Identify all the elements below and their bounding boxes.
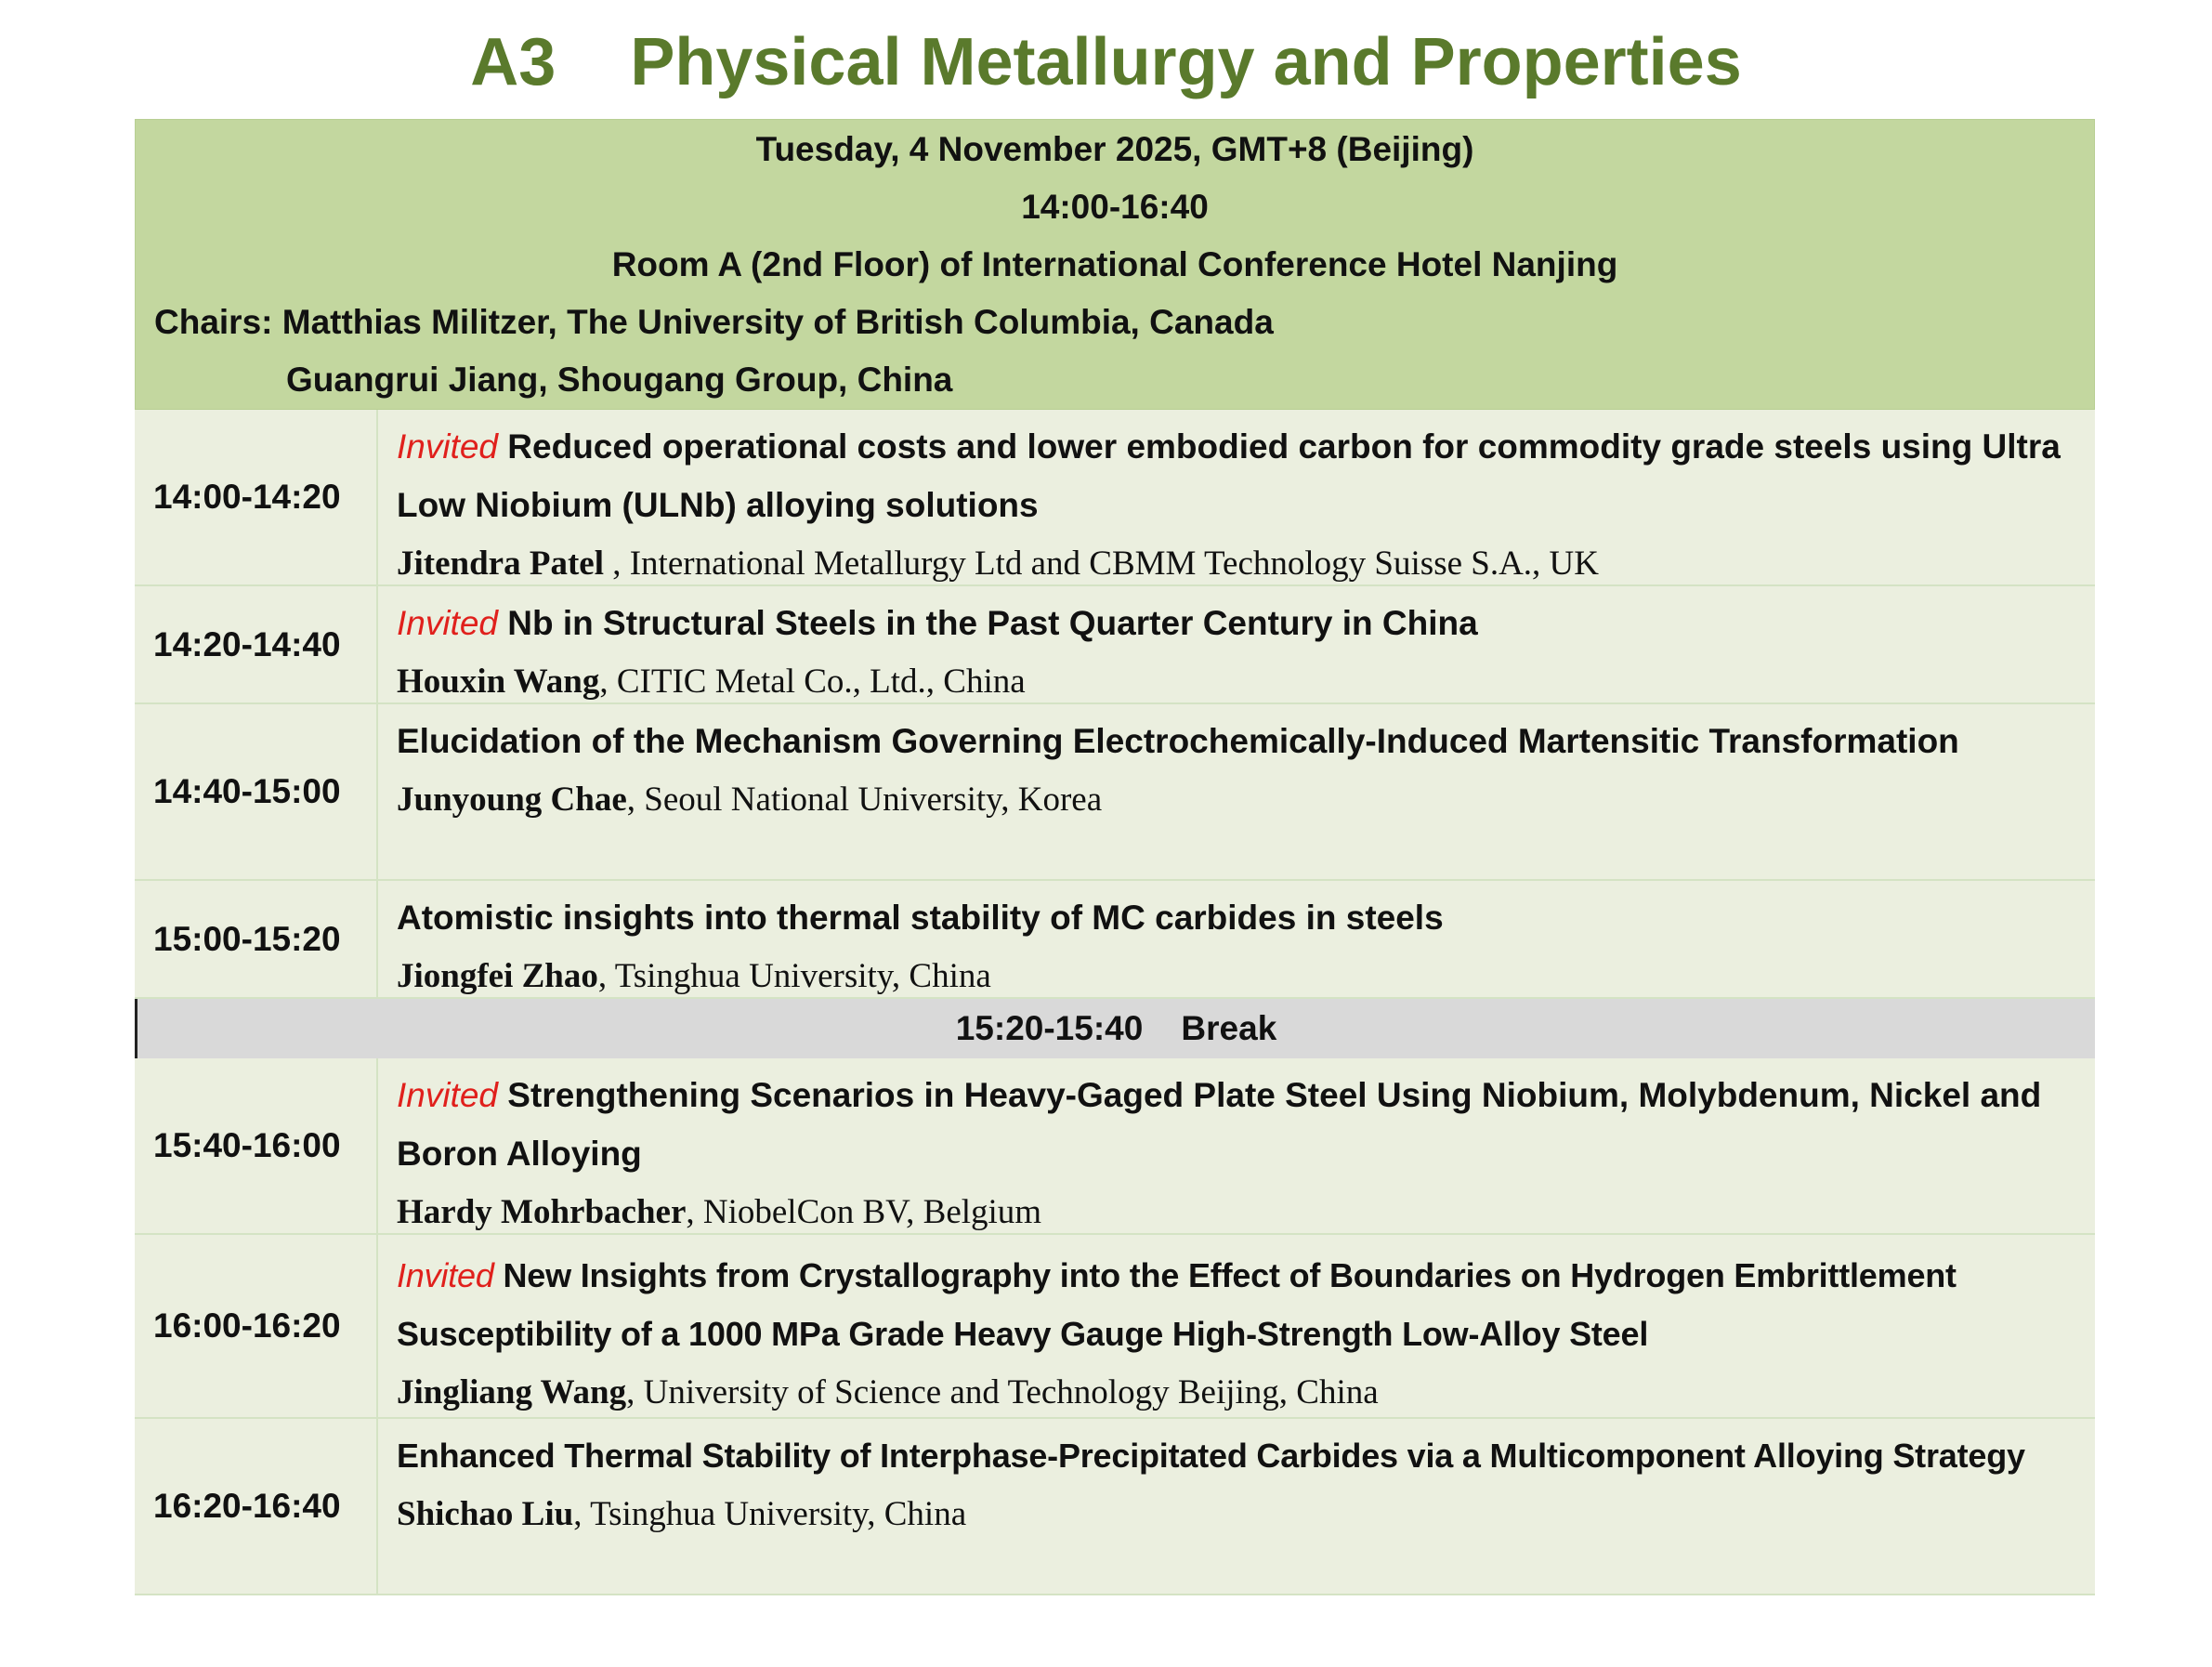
session-code: A3	[470, 25, 556, 99]
session-date: Tuesday, 4 November 2025, GMT+8 (Beijing)	[755, 130, 1474, 168]
talk-time: 16:20-16:40	[135, 1419, 378, 1594]
session-title: Physical Metallurgy and Properties	[630, 25, 1742, 99]
talk-content	[378, 586, 2095, 702]
invited-tag: Invited	[397, 427, 499, 466]
speaker-name: Shichao Liu	[397, 1495, 574, 1533]
talk-title: Invited New Insights from Crystallography into the Effect of Boundaries on Hydrogen Embrittlement Susceptibility of a 1000 MPa Grade Heavy Gauge High-Strength Low-Alloy Steel	[397, 1256, 1957, 1353]
speaker-affiliation: , Tsinghua University, China	[597, 957, 991, 995]
talk-row	[135, 1419, 2095, 1595]
talk-row	[135, 410, 2095, 586]
talk-content	[378, 704, 2095, 879]
speaker-line	[397, 1183, 2078, 1241]
invited-tag: Invited	[397, 1076, 499, 1114]
talk-time: 14:20-14:40	[135, 586, 378, 702]
invited-tag: Invited	[397, 1256, 494, 1294]
talk-title: Enhanced Thermal Stability of Interphase-Precipitated Carbides via a Multicomponent Alloying Strategy	[397, 1437, 2025, 1475]
speaker-affiliation: , University of Science and Technology Beijing, China	[626, 1373, 1379, 1411]
talk-content	[378, 1235, 2095, 1417]
talk-row	[135, 586, 2095, 704]
talk-title: Elucidation of the Mechanism Governing Electrochemically-Induced Martensitic Transformation	[397, 722, 1959, 760]
speaker-affiliation: , Seoul National University, Korea	[626, 781, 1103, 819]
talk-time: 14:40-15:00	[135, 704, 378, 879]
speaker-line	[397, 1363, 2086, 1422]
session-header	[135, 119, 2095, 410]
speaker-name: Junyoung Chae	[397, 781, 627, 819]
talk-title: Invited Reduced operational costs and lower embodied carbon for commodity grade steels using Ultra Low Niobium (ULNb) alloying solutions	[397, 427, 2061, 524]
speaker-name: Hardy Mohrbacher	[397, 1193, 687, 1231]
speaker-affiliation: , International Metallurgy Ltd and CBMM Technology Suisse S.A., UK	[603, 545, 1599, 583]
session-room: Room A (2nd Floor) of International Conference Hotel Nanjing	[611, 245, 1618, 283]
speaker-affiliation: , Tsinghua University, China	[573, 1495, 967, 1533]
talk-content	[378, 1419, 2095, 1594]
speaker-affiliation: , CITIC Metal Co., Ltd., China	[599, 663, 1026, 701]
talk-time: 14:00-14:20	[135, 410, 378, 584]
break-row: 15:20-15:40 Break	[135, 999, 2095, 1058]
speaker-line	[397, 534, 2078, 593]
talk-row	[135, 704, 2095, 881]
session-time: 14:00-16:40	[1021, 188, 1209, 226]
talk-time: 15:40-16:00	[135, 1058, 378, 1233]
talk-row	[135, 1058, 2095, 1235]
speaker-name: Jingliang Wang	[397, 1373, 627, 1411]
talk-time: 16:00-16:20	[135, 1235, 378, 1417]
schedule-table	[135, 119, 2095, 1595]
talk-content	[378, 1058, 2095, 1233]
speaker-line	[397, 1485, 2086, 1543]
talk-title: Invited Strengthening Scenarios in Heavy-Gaged Plate Steel Using Niobium, Molybdenum, Nickel and Boron Alloying	[397, 1076, 2042, 1173]
session-chairs-line-2: Guangrui Jiang, Shougang Group, China	[286, 361, 953, 399]
speaker-line	[397, 770, 2078, 829]
speaker-name: Jiongfei Zhao	[397, 957, 598, 995]
speaker-name: Jitendra Patel	[397, 545, 604, 583]
talk-content	[378, 410, 2095, 584]
speaker-affiliation: , NiobelCon BV, Belgium	[686, 1193, 1042, 1231]
speaker-name: Houxin Wang	[397, 663, 600, 701]
session-chairs-line-1: Chairs: Matthias Militzer, The University of British Columbia, Canada	[154, 303, 1274, 341]
talk-title: Invited Nb in Structural Steels in the Past Quarter Century in China	[397, 604, 1478, 642]
talk-row	[135, 881, 2095, 999]
talk-content	[378, 881, 2095, 997]
talk-time: 15:00-15:20	[135, 881, 378, 997]
page-title	[0, 20, 2212, 104]
invited-tag: Invited	[397, 604, 499, 642]
talk-row	[135, 1235, 2095, 1419]
speaker-line	[397, 947, 2078, 1005]
talk-title: Atomistic insights into thermal stability of MC carbides in steels	[397, 899, 1444, 937]
speaker-line	[397, 652, 2078, 711]
